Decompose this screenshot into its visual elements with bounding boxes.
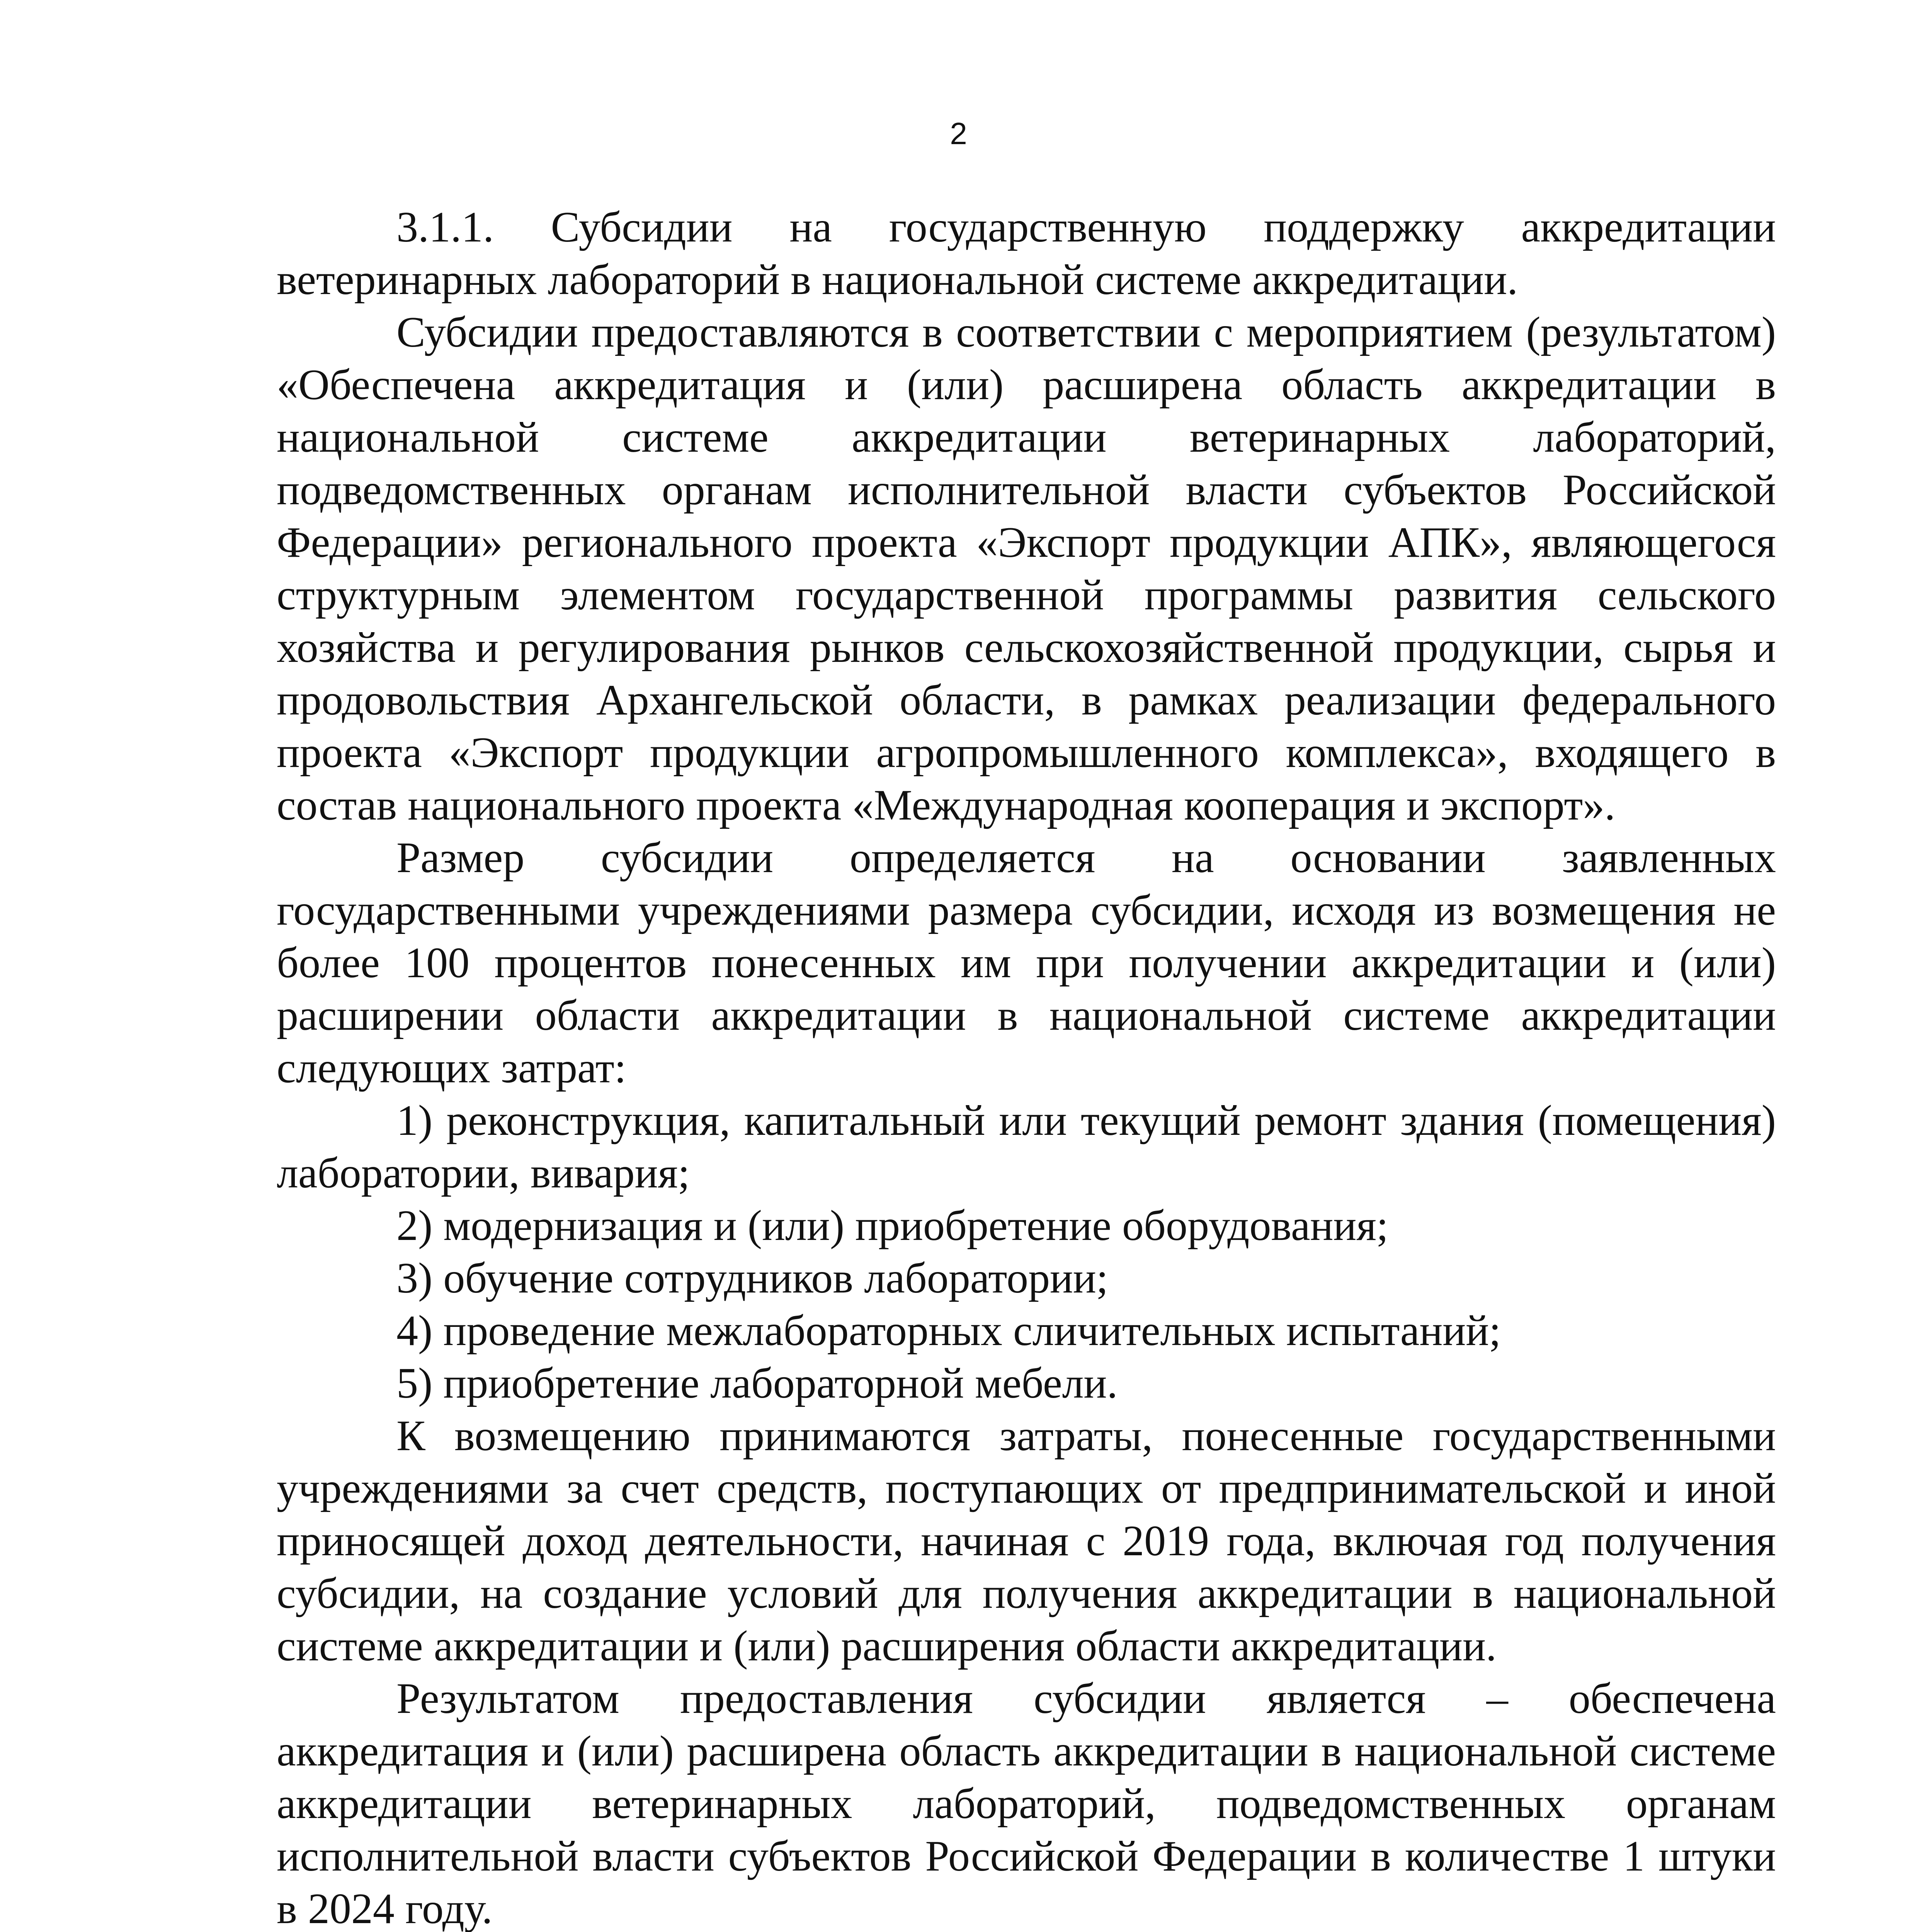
- list-item: 3) обучение сотрудников лаборатории;: [396, 1254, 1108, 1302]
- list-item: 2) модернизация и (или) приобретение оборудования;: [396, 1202, 1389, 1250]
- paragraph: Субсидии предоставляются в соответствии с мероприятием (результатом) «Обеспечена аккредитация и (или) расширена область аккредитации в национальной системе аккредитации ветеринарных лабораторий, подведомственных органам исполнительной власти субъектов Российской Федерации» регионального проекта «Экспорт продукции АПК», являющегося структурным элементом государственной программы развития сельского хозяйства и регулирования рынков сельскохозяйственной продукции, сырья и продовольствия Архангельской области, в рамках реализации федерального проекта «Экспорт продукции агропромышленного комплекса», входящего в состав национального проекта «Международная кооперация и экспорт».: [277, 308, 1776, 829]
- paragraph: Результатом предоставления субсидии является – обеспечена аккредитация и (или) расширена область аккредитации в национальной системе аккредитации ветеринарных лабораторий, подведомственных органам исполнительной власти субъектов Российской Федерации в количестве 1 штуки в 2024 году.: [277, 1675, 1776, 1932]
- section-heading-3-1-1: 3.1.1. Субсидии на государственную поддержку аккредитации ветеринарных лабораторий в национальной системе аккредитации.: [277, 203, 1776, 304]
- page-number: 2: [950, 116, 967, 151]
- list-item: 5) приобретение лабораторной мебели.: [396, 1359, 1118, 1407]
- document-body: [277, 201, 1776, 1932]
- list-item: 4) проведение межлабораторных сличительных испытаний;: [396, 1307, 1501, 1355]
- paragraph: К возмещению принимаются затраты, понесенные государственными учреждениями за счет средств, поступающих от предпринимательской и иной приносящей доход деятельности, начиная с 2019 года, включая год получения субсидии, на создание условий для получения аккредитации в национальной системе аккредитации и (или) расширения области аккредитации.: [277, 1412, 1776, 1670]
- paragraph: Размер субсидии определяется на основании заявленных государственными учреждениями размера субсидии, исходя из возмещения не более 100 процентов понесенных им при получении аккредитации и (или) расширении области аккредитации в национальной системе аккредитации следующих затрат:: [277, 834, 1776, 1092]
- list-item: 1) реконструкция, капитальный или текущий ремонт здания (помещения) лаборатории, вивария;: [277, 1097, 1776, 1197]
